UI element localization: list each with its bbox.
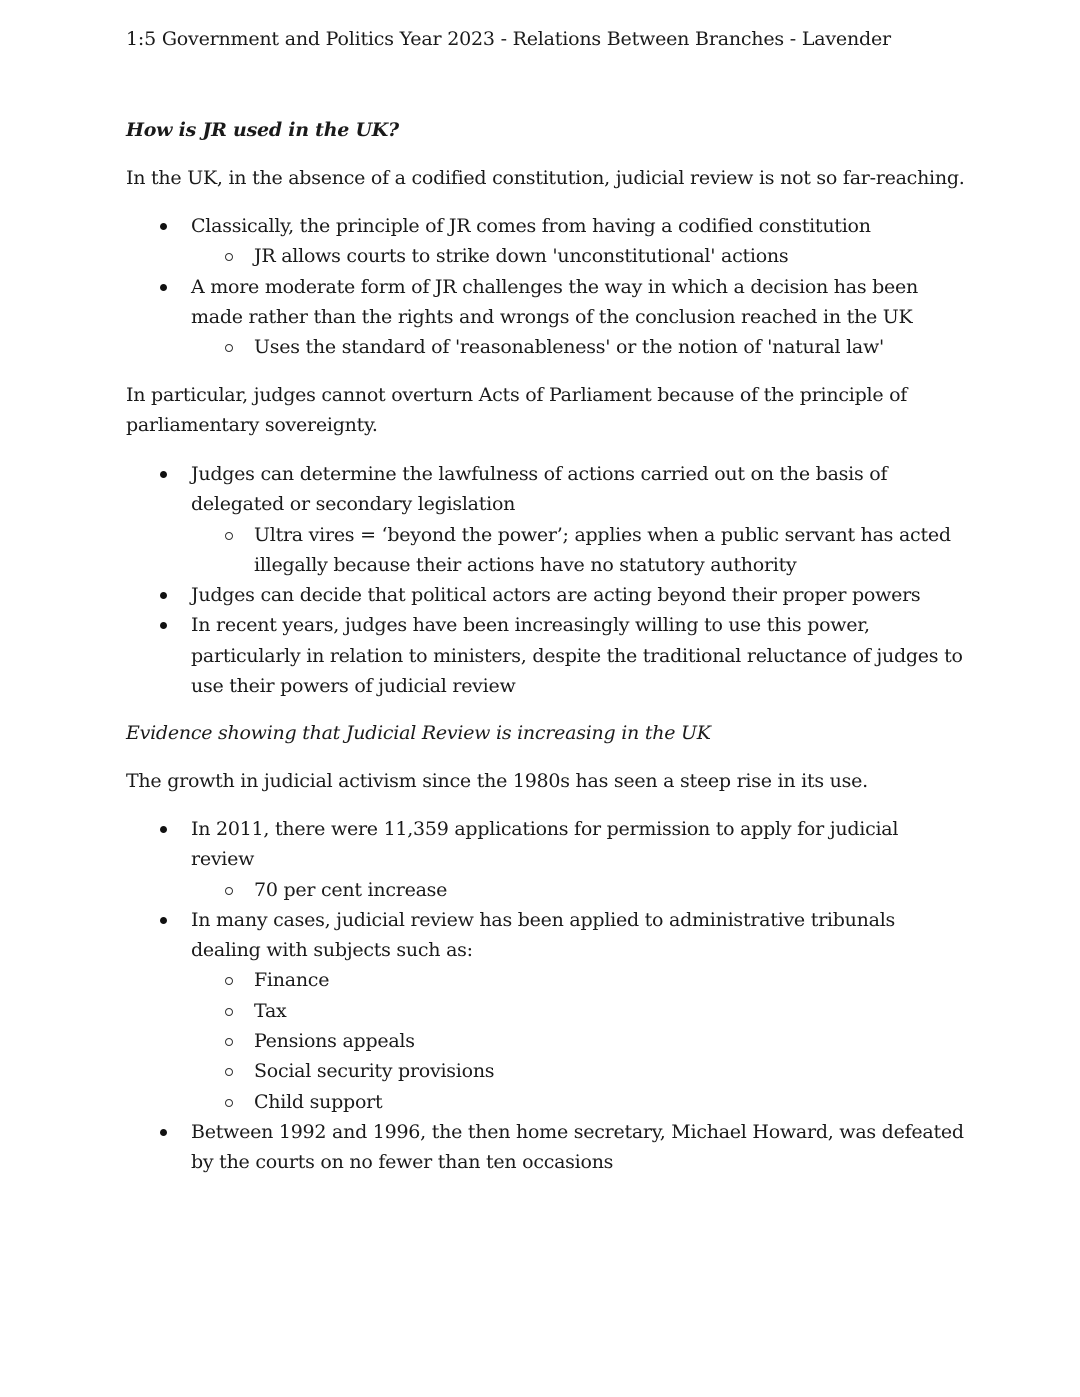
section-heading-evidence [126, 718, 966, 748]
bullet-list-2 [126, 459, 966, 701]
list-item [126, 272, 966, 363]
section-heading-jr-uk [126, 115, 966, 145]
list-item [126, 459, 966, 580]
list-item-text: In 2011, there were 11,359 applications for permission to apply for judicial review [191, 818, 899, 871]
list-item: In recent years, judges have been increasingly willing to use this power, particularly in relation to ministers, despite the traditional reluctance of judges to use their powers of judicial review [126, 610, 966, 701]
paragraph-intro-1: In the UK, in the absence of a codified constitution, judicial review is not so far-reaching. [126, 167, 965, 189]
list-item [126, 814, 966, 905]
list-item: Judges can decide that political actors are acting beyond their proper powers [126, 580, 966, 610]
sub-list-item: Uses the standard of 'reasonableness' or the notion of 'natural law' [191, 332, 966, 362]
bullet-list-3 [126, 814, 966, 1178]
list-item [126, 211, 966, 272]
sub-list-item: Tax [191, 996, 966, 1026]
list-item-text: A more moderate form of JR challenges the way in which a decision has been made rather than the rights and wrongs of the conclusion reached in the UK [191, 275, 919, 328]
section-heading: How is JR used in the UK? [126, 119, 399, 141]
list-item-text: Judges can determine the lawfulness of actions carried out on the basis of delegated or secondary legislation [191, 463, 888, 516]
sub-list-item: Child support [191, 1087, 966, 1117]
sub-list-item: 70 per cent increase [191, 875, 966, 905]
paragraph-intro-3: The growth in judicial activism since the 1980s has seen a steep rise in its use. [126, 770, 868, 792]
document-header: 1:5 Government and Politics Year 2023 - Relations Between Branches - Lavender [126, 28, 891, 50]
section-heading: Evidence showing that Judicial Review is increasing in the UK [126, 722, 711, 744]
sub-list-item: Finance [191, 965, 966, 995]
sub-list-item: Social security provisions [191, 1056, 966, 1086]
sub-list-item: JR allows courts to strike down 'unconstitutional' actions [191, 241, 966, 271]
list-item [126, 905, 966, 1117]
list-item-text: Classically, the principle of JR comes from having a codified constitution [191, 215, 871, 237]
bullet-list-1 [126, 211, 966, 362]
sub-list-item: Ultra vires = ‘beyond the power’; applies when a public servant has acted illegally because their actions have no statutory authority [191, 520, 966, 581]
paragraph-intro-2: In particular, judges cannot overturn Acts of Parliament because of the principle of parliamentary sovereignty. [126, 384, 908, 437]
list-item: Between 1992 and 1996, the then home secretary, Michael Howard, was defeated by the courts on no fewer than ten occasions [126, 1117, 966, 1178]
sub-list-item: Pensions appeals [191, 1026, 966, 1056]
list-item-text: In many cases, judicial review has been applied to administrative tribunals dealing with subjects such as: [191, 908, 896, 962]
